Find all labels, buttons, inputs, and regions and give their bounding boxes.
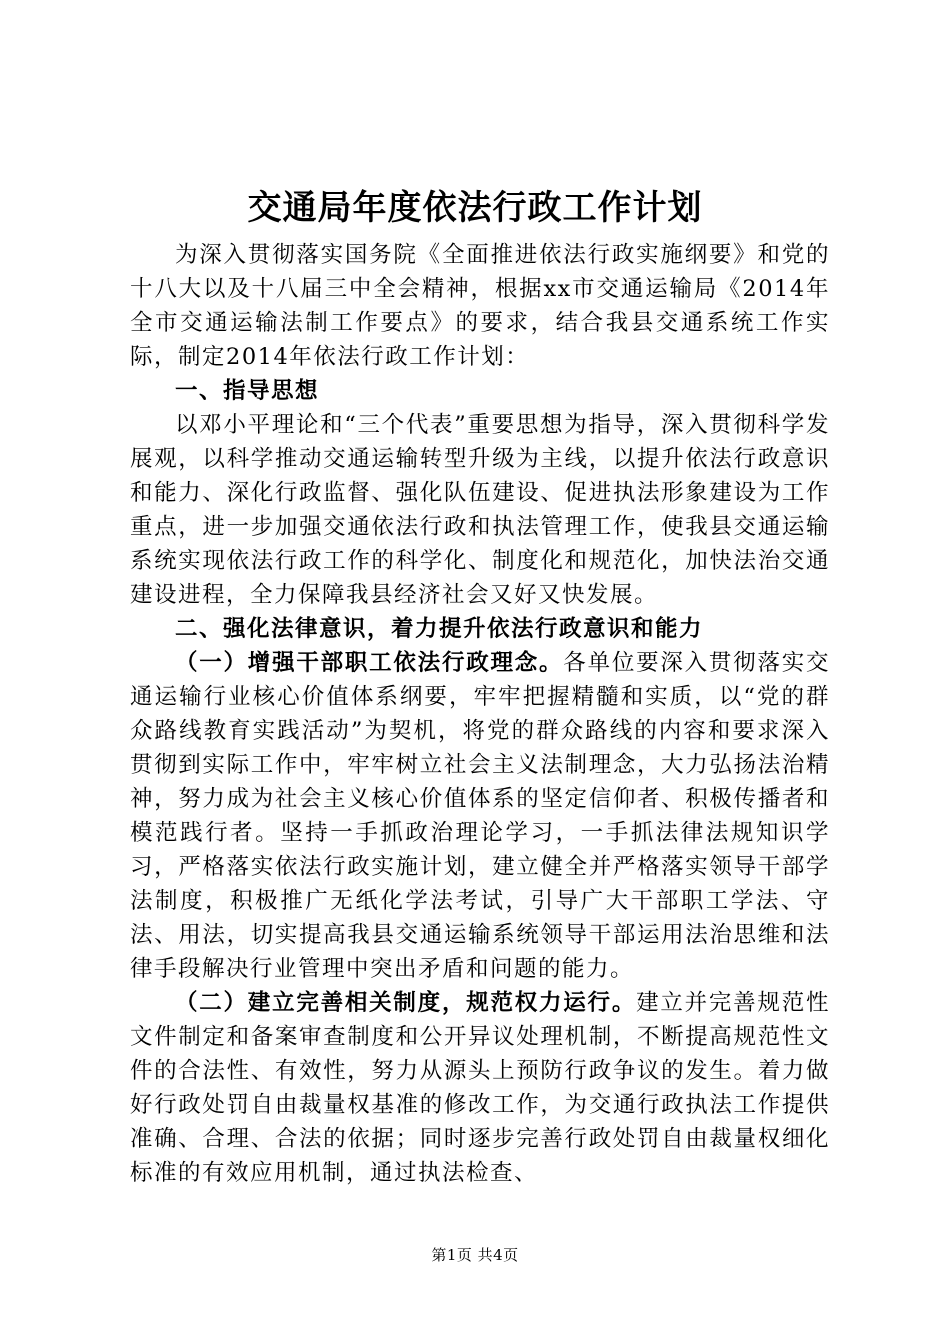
section-2-item-1 xyxy=(130,646,830,986)
section-1-heading: 一、指导思想 xyxy=(175,378,320,404)
document-body xyxy=(130,238,830,1190)
section-2-item-2-text: 建立并完善规范性文件制定和备案审查制度和公开异议处理机制，不断提高规范性文件的合法性、有效性，努力从源头上预防行政争议的发生。着力做好行政处罚自由裁量权基准的修改工作，为交通行政执法工作提供准确、合理、合法的依据；同时逐步完善行政处罚自由裁量权细化标准的有效应用机制，通过执法检查、 xyxy=(130,990,830,1186)
page-number-footer: 第1页 共4页 xyxy=(431,1246,519,1264)
document-title: 交通局年度依法行政工作计划 xyxy=(247,188,703,228)
section-2-item-1-text: 各单位要深入贯彻落实交通运输行业核心价值体系纲要，牢牢把握精髓和实质，以“党的群众路线教育实践活动”为契机，将党的群众路线的内容和要求深入贯彻到实际工作中，牢牢树立社会主义法制理念，大力弘扬法治精神，努力成为社会主义核心价值体系的坚定信仰者、积极传播者和模范践行者。坚持一手抓政治理论学习，一手抓法律法规知识学习，严格落实依法行政实施计划，建立健全并严格落实领导干部学法制度，积极推广无纸化学法考试，引导广大干部职工学法、守法、用法，切实提高我县交通运输系统领导干部运用法治思维和法律手段解决行业管理中突出矛盾和问题的能力。 xyxy=(130,650,830,982)
section-2-item-2 xyxy=(130,986,830,1190)
section-1-paragraph: 以邓小平理论和“三个代表”重要思想为指导，深入贯彻科学发展观，以科学推动交通运输转型升级为主线，以提升依法行政意识和能力、深化行政监督、强化队伍建设、促进执法形象建设为工作重点，进一步加强交通依法行政和执法管理工作，使我县交通运输系统实现依法行政工作的科学化、制度化和规范化，加快法治交通建设进程，全力保障我县经济社会又好又快发展。 xyxy=(130,412,830,608)
section-2-heading: 二、强化法律意识，着力提升依法行政意识和能力 xyxy=(175,616,704,642)
section-2-item-1-lead: （一）增强干部职工依法行政理念。 xyxy=(175,650,564,676)
section-2-item-2-lead: （二）建立完善相关制度，规范权力运行。 xyxy=(175,990,637,1016)
intro-paragraph: 为深入贯彻落实国务院《全面推进依法行政实施纲要》和党的十八大以及十八届三中全会精神，根据xx市交通运输局《2014年全市交通运输法制工作要点》的要求，结合我县交通系统工作实际，制定2014年依法行政工作计划： xyxy=(130,242,830,370)
